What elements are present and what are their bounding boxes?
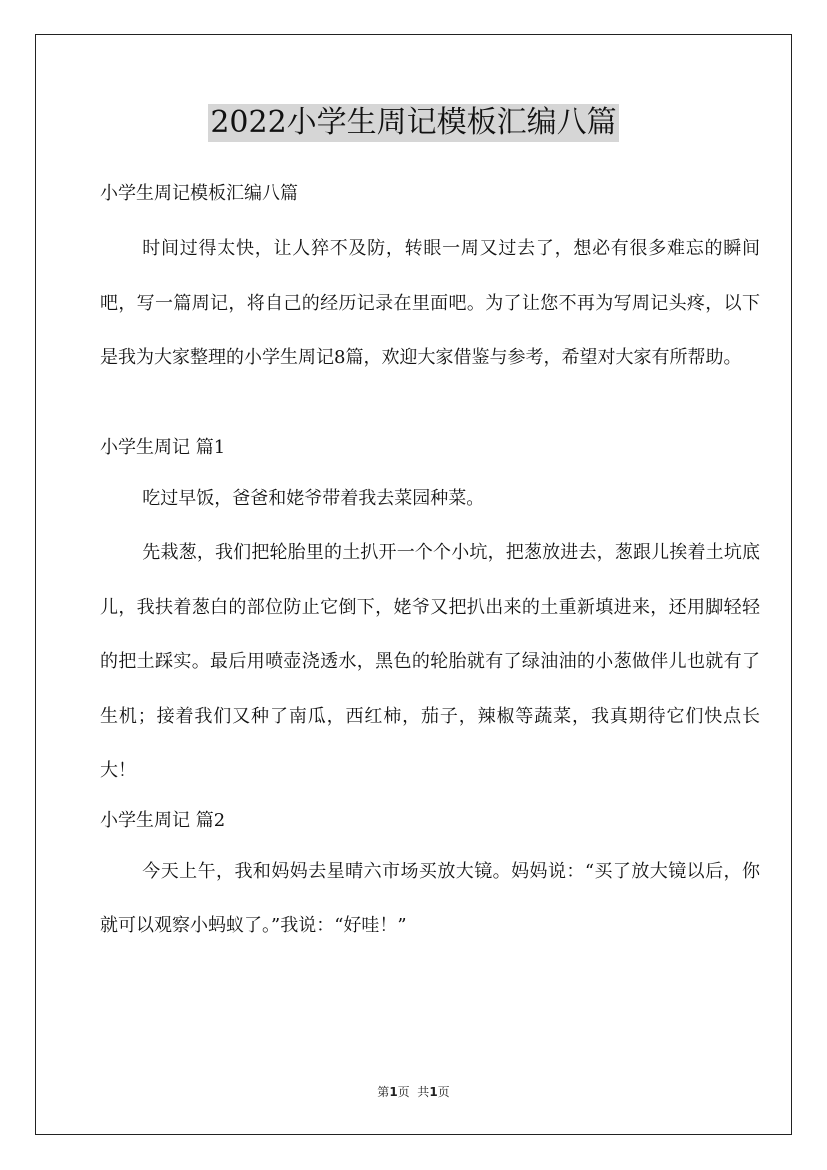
title-container bbox=[0, 104, 827, 142]
section-heading-1: 小学生周记 篇1 bbox=[100, 436, 226, 458]
section-spacer bbox=[100, 386, 760, 430]
footer-prefix: 第 bbox=[377, 1085, 390, 1099]
intro-paragraph: 时间过得太快，让人猝不及防，转眼一周又过去了，想必有很多难忘的瞬间吧，写一篇周记，将自己的经历记录在里面吧。为了让您不再为写周记头疼，以下是我为大家整理的小学生周记8篇，欢迎大家借鉴与参考，希望对大家有所帮助。 bbox=[100, 238, 760, 368]
section-2-paragraph-1: 今天上午，我和妈妈去星晴六市场买放大镜。妈妈说：“买了放大镜以后，你就可以观察小蚂蚁了。”我说：“好哇！” bbox=[100, 860, 760, 936]
section-heading-2: 小学生周记 篇2 bbox=[100, 809, 226, 831]
footer-suffix: 页 bbox=[437, 1085, 450, 1099]
footer-page-number: 1 bbox=[389, 1085, 398, 1099]
document-body bbox=[100, 176, 760, 954]
intro-heading: 小学生周记模板汇编八篇 bbox=[100, 183, 298, 204]
footer-mid: 页 共 bbox=[397, 1085, 430, 1099]
section-1-paragraph-2: 先栽葱，我们把轮胎里的土扒开一个个小坑，把葱放进去，葱跟儿挨着土坑底儿，我扶着葱白的部位防止它倒下，姥爷又把扒出来的土重新填进来，还用脚轻轻的把土踩实。最后用喷壶浇透水，黑色的轮胎就有了绿油油的小葱做伴儿也就有了生机；接着我们又种了南瓜，西红柿，茄子，辣椒等蔬菜，我真期待它们快点长大！ bbox=[100, 542, 760, 781]
footer-total-pages: 1 bbox=[429, 1085, 438, 1099]
page-footer bbox=[0, 1084, 827, 1100]
section-1-paragraph-1: 吃过早饭，爸爸和姥爷带着我去菜园种菜。 bbox=[142, 487, 485, 509]
document-title: 2022小学生周记模板汇编八篇 bbox=[210, 105, 617, 140]
